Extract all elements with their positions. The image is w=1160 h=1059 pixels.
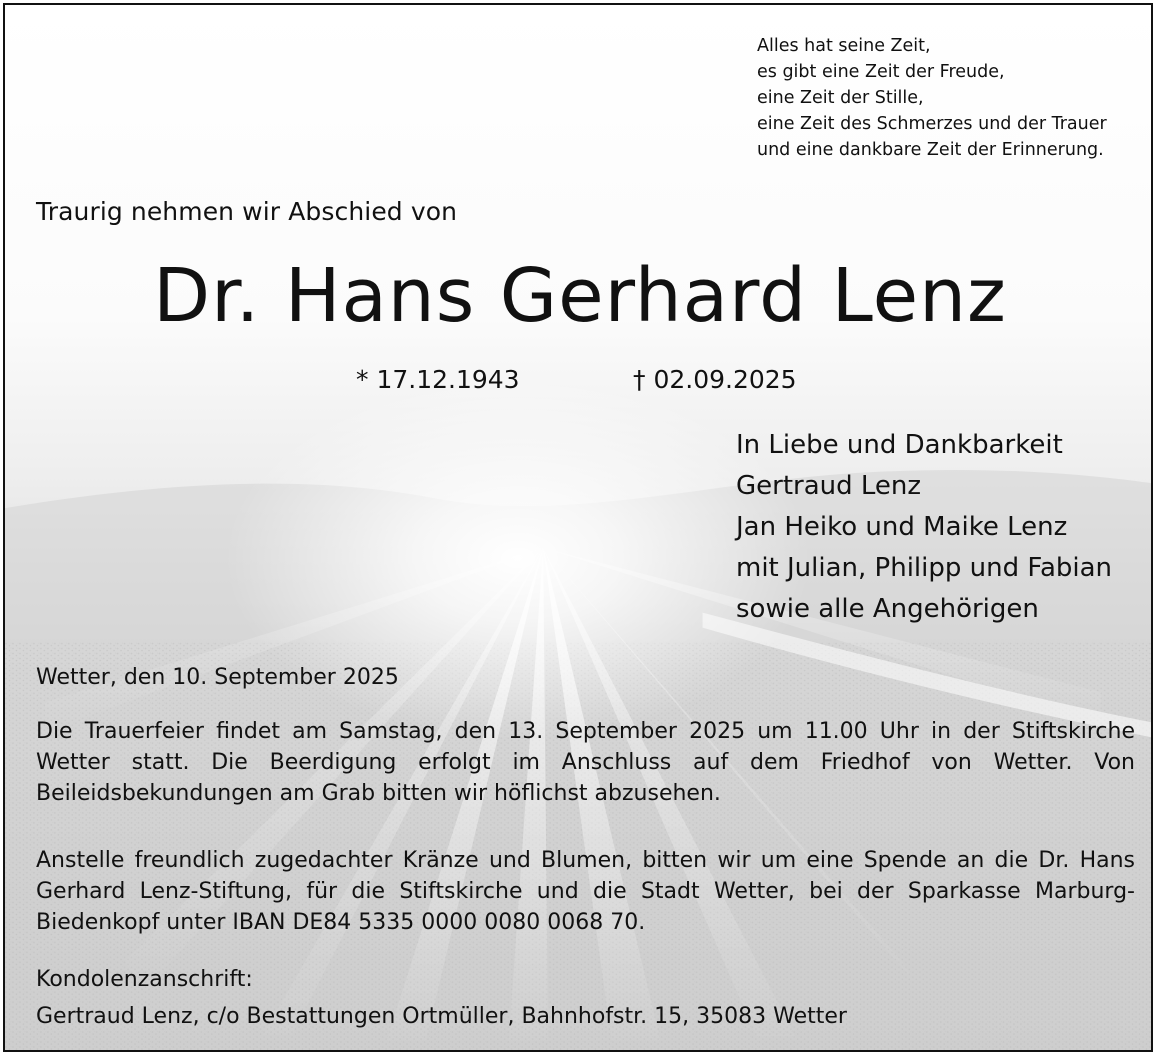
condolence-label: Kondolenzanschrift: [36, 967, 253, 992]
condolence-address: Gertraud Lenz, c/o Bestattungen Ortmüller, Bahnhofstr. 15, 35083 Wetter [36, 1004, 847, 1029]
poem-quote [757, 33, 1107, 163]
mourners-line: Jan Heiko und Maike Lenz [736, 512, 1068, 542]
mourners-line: sowie alle Angehörigen [736, 594, 1039, 624]
birth-date: * 17.12.1943 [356, 365, 520, 394]
poem-line: und eine dankbare Zeit der Erinnerung. [757, 140, 1104, 160]
death-date: † 02.09.2025 [633, 365, 797, 394]
deceased-name: Dr. Hans Gerhard Lenz [153, 253, 1007, 339]
poem-line: Alles hat seine Zeit, [757, 36, 931, 56]
mourners-line: In Liebe und Dankbarkeit [736, 430, 1063, 460]
donation-paragraph: Anstelle freundlich zugedachter Kränze und Blumen, bitten wir um eine Spende an die Dr. Hans Gerhard Lenz-Stiftung, für die Stiftskirche und die Stadt Wetter, bei der Sparkasse Marburg-Biedenkopf unter IBAN DE84 5335 0000 0080 0068 70. [36, 848, 1135, 935]
obituary-notice [3, 3, 1153, 1052]
mourners-line: Gertraud Lenz [736, 471, 922, 501]
poem-line: eine Zeit des Schmerzes und der Trauer [757, 114, 1107, 134]
funeral-paragraph: Die Trauerfeier findet am Samstag, den 13. September 2025 um 11.00 Uhr in der Stiftskirche Wetter statt. Die Beerdigung erfolgt im Anschluss auf dem Friedhof von Wetter. Von Beileidsbekundungen am Grab bitten wir höflichst abzusehen. [36, 719, 1135, 806]
poem-line: eine Zeit der Stille, [757, 88, 924, 108]
mourners-list [736, 425, 1112, 630]
place-and-date: Wetter, den 10. September 2025 [36, 665, 399, 690]
intro-text: Traurig nehmen wir Abschied von [36, 197, 458, 226]
poem-line: es gibt eine Zeit der Freude, [757, 62, 1005, 82]
mourners-line: mit Julian, Philipp und Fabian [736, 553, 1113, 583]
